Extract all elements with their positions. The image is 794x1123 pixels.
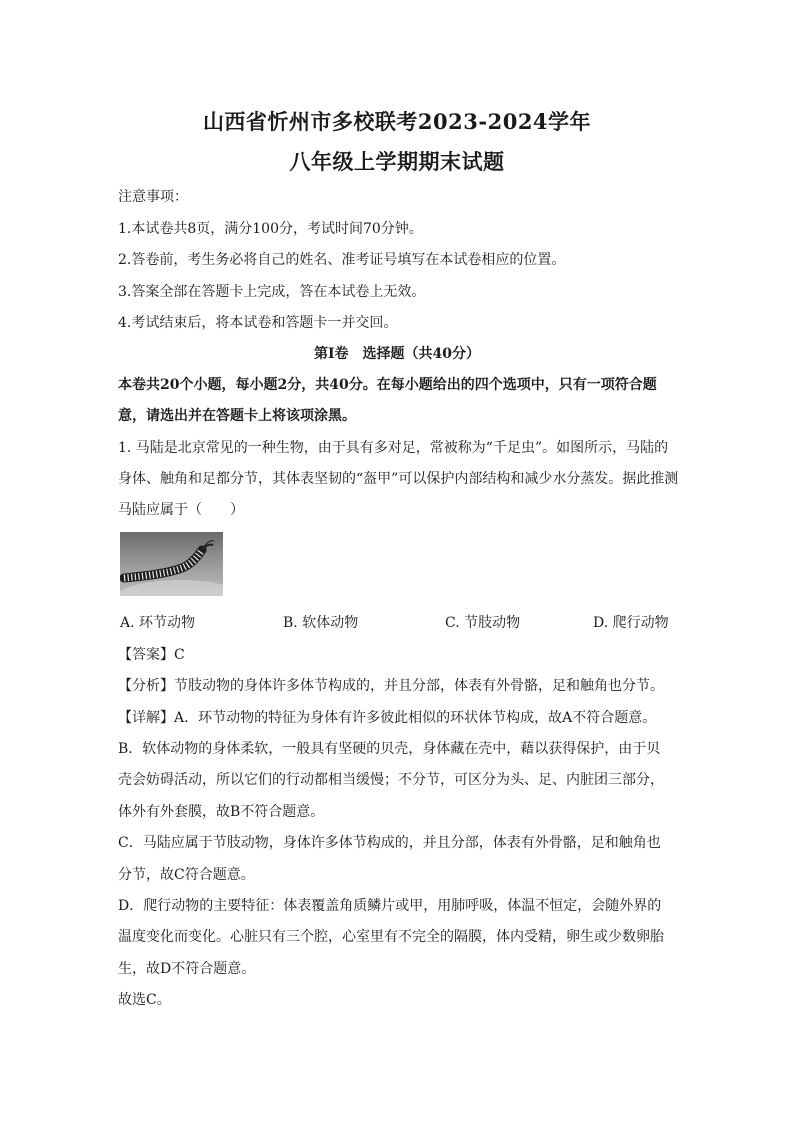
explanation-line-3: 壳会妨碍活动，所以它们的行动都相当缓慢；不分节，可区分为头、足、内脏团三部分，: [118, 772, 664, 788]
note-item-1: 1.本试卷共8页，满分100分，考试时间70分钟。: [118, 221, 423, 237]
explanation-line-9: 生，故D不符合题意。: [118, 961, 256, 977]
note-item-3: 3.答案全部在答题卡上完成，答在本试卷上无效。: [118, 284, 426, 300]
question-stem-line-3: 马陆应属于（ ）: [118, 502, 244, 518]
millipede-photo: [120, 532, 223, 596]
option-b: B. 软体动物: [283, 615, 359, 631]
notes-heading: 注意事项：: [118, 189, 188, 205]
explanation-line-2: B．软体动物的身体柔软，一般具有坚硬的贝壳，身体藏在壳中，藉以获得保护，由于贝: [118, 741, 661, 757]
section-title: 第Ⅰ卷 选择题（共40分）: [313, 346, 481, 362]
note-item-4: 4.考试结束后，将本试卷和答题卡一并交回。: [118, 315, 398, 331]
option-a: A. 环节动物: [120, 615, 196, 631]
analysis-line: 【分析】节肢动物的身体许多体节构成的，并且分部，体表有外骨骼，足和触角也分节。: [118, 678, 664, 694]
answer-line: 【答案】C: [118, 647, 185, 663]
explanation-line-7: D．爬行动物的主要特征：体表覆盖角质鳞片或甲，用肺呼吸，体温不恒定，会随外界的: [118, 898, 662, 914]
explanation-line-5: C．马陆应属于节肢动物，身体许多体节构成的，并且分部，体表有外骨骼，足和触角也: [118, 835, 661, 851]
section-instructions-line-1: 本卷共20个小题，每小题2分，共40分。在每小题给出的四个选项中，只有一项符合题: [118, 377, 657, 393]
exam-subtitle: 八年级上学期期末试题: [289, 149, 505, 174]
note-item-2: 2.答卷前，考生务必将自己的姓名、准考证号填写在本试卷相应的位置。: [118, 252, 566, 268]
explanation-line-6: 分节，故C符合题意。: [118, 867, 255, 883]
question-stem-line-1: 1. 马陆是北京常见的一种生物，由于具有多对足，常被称为“千足虫”。如图所示，马陆的: [118, 440, 669, 456]
question-stem-line-2: 身体、触角和足都分节，其体表坚韧的“盔甲”可以保护内部结构和减少水分蒸发。据此推测: [118, 471, 679, 487]
explanation-line-4: 体外有外套膜，故B不符合题意。: [118, 804, 325, 820]
explanation-line-10: 故选C。: [118, 992, 171, 1008]
explanation-line-8: 温度变化而变化。心脏只有三个腔，心室里有不完全的隔膜，体内受精，卵生或少数卵胎: [118, 929, 664, 945]
option-d: D. 爬行动物: [593, 615, 669, 631]
explanation-line-1: 【详解】A．环节动物的特征为身体有许多彼此相似的环状体节构成，故A不符合题意。: [118, 710, 657, 726]
option-c: C. 节肢动物: [445, 615, 521, 631]
section-instructions-line-2: 意，请选出并在答题卡上将该项涂黑。: [118, 408, 356, 424]
exam-title: 山西省忻州市多校联考2023-2024学年: [202, 109, 592, 134]
